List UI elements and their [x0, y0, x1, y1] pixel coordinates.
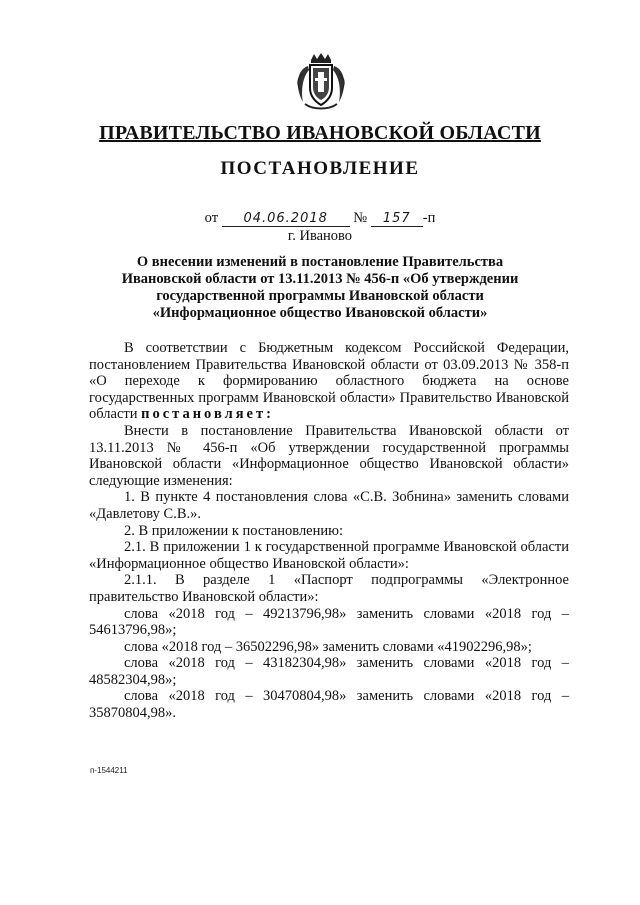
- body-paragraph: 1. В пункте 4 постановления слова «С.В. Зобнина» заменить словами «Давлетову С.В.».: [89, 489, 569, 522]
- date-number-line: [0, 210, 640, 227]
- body-paragraph: 2.1. В приложении 1 к государственной программе Ивановской области «Информационное общество Ивановской области»:: [89, 539, 569, 572]
- document-code: п-1544211: [90, 766, 128, 775]
- body-paragraph: 2. В приложении к постановлению:: [124, 522, 344, 539]
- subject-line: Ивановской области от 13.11.2013 № 456-п «Об утверждении: [121, 271, 519, 287]
- organization-title: ПРАВИТЕЛЬСТВО ИВАНОВСКОЙ ОБЛАСТИ: [99, 122, 541, 144]
- body-paragraph: слова «2018 год – 49213796,98» заменить словами «2018 год – 54613796,98»;: [89, 605, 569, 639]
- number-sign: №: [353, 210, 368, 226]
- subject-line: О внесении изменений в постановление Правительства: [136, 254, 504, 270]
- body-paragraph: слова «2018 год – 30470804,98» заменить словами «2018 год – 35870804,98».: [89, 688, 569, 722]
- preamble-paragraph: [89, 340, 569, 423]
- decree-word: постановляет:: [141, 406, 274, 423]
- preamble-text: В соответствии с Бюджетным кодексом Российской Федерации, постановлением Правительства Ивановской области от 03.09.2013 № 358-п «О переходе к формированию областного бюджета на основе государственных программ Ивановской области» Правительство Ивановской области: [89, 340, 569, 423]
- handwritten-number: 157: [371, 211, 423, 227]
- document-body: [89, 340, 569, 722]
- document-type-title: ПОСТАНОВЛЕНИЕ: [220, 158, 420, 179]
- subject-line: государственной программы Ивановской области: [156, 288, 484, 304]
- body-paragraph: Внести в постановление Правительства Ивановской области от 13.11.2013 № 456-п «Об утверждении государственной программы Ивановской области «Информационное общество Ивановской области» следующие изменения:: [89, 422, 569, 489]
- subject-line: «Информационное общество Ивановской области»: [152, 305, 488, 321]
- body-paragraph: слова «2018 год – 43182304,98» заменить словами «2018 год – 48582304,98»;: [89, 655, 569, 688]
- handwritten-date: 04.06.2018: [222, 211, 350, 227]
- document-subject: [100, 254, 540, 322]
- city-line: г. Иваново: [287, 228, 353, 244]
- number-suffix: -п: [422, 210, 436, 226]
- date-prefix: от: [204, 210, 219, 226]
- coat-of-arms-icon: [291, 52, 351, 112]
- body-paragraph: 2.1.1. В разделе 1 «Паспорт подпрограммы «Электронное правительство Ивановской области»:: [89, 572, 569, 605]
- body-paragraph: слова «2018 год – 36502296,98» заменить словами «41902296,98»;: [124, 638, 532, 655]
